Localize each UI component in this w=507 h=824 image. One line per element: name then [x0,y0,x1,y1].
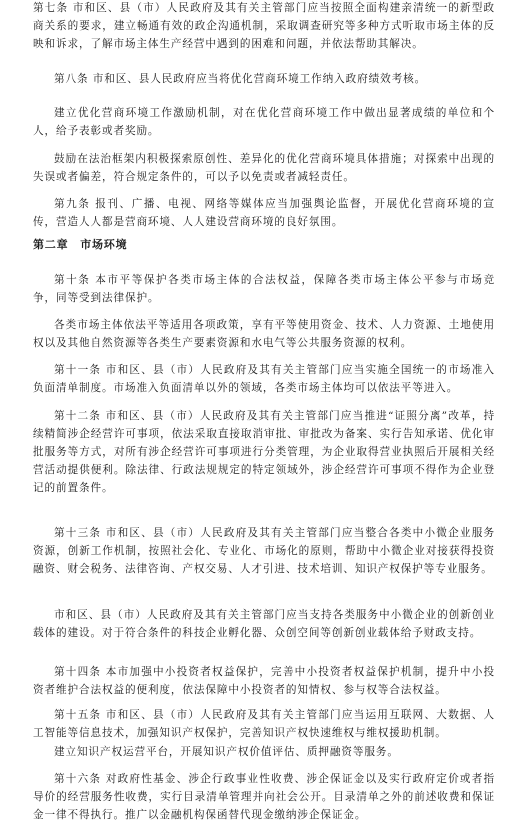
paragraph-article-10: 第十条 本市平等保护各类市场主体的合法权益，保障各类市场主体公平参与市场竞争，同等受到法律保护。 [33,274,495,304]
paragraph-article-13: 第十三条 市和区、县（市）人民政府及其有关主管部门应当整合各类中小微企业服务资源，创新工作机制，按照社会化、专业化、市场化的原则，帮助中小微企业对接获得投资融资、财会税务、法律咨询、产权交易、人才引进、技术培训、知识产权保护等专业服务。 [33,527,495,575]
paragraph-article-7: 第七条 市和区、县（市）人民政府及其有关主管部门应当按照全面构建亲清统一的新型政商关系的要求，建立畅通有效的政企沟通机制，采取调查研究等多种方式听取市场主体的反映和诉求，了解市场主体生产经营中遇到的困难和问题，并依法帮助其解决。 [33,2,495,50]
paragraph-article-16: 第十六条 对政府性基金、涉企行政事业性收费、涉企保证金以及实行政府定价或者指导价的经营服务性收费，实行目录清单管理并向社会公开。目录清单之外的前述收费和保证金一律不得执行。推广以金融机构保函替代现金缴纳涉企保证金。 [33,773,495,821]
paragraph-article-8-exploration: 鼓励在法治框架内积极探索原创性、差异化的优化营商环境具体措施；对探索中出现的失误或者偏差，符合规定条件的，可以予以免责或者减轻责任。 [33,153,495,183]
paragraph-article-8: 第八条 市和区、县人民政府应当将优化营商环境工作纳入政府绩效考核。 [54,73,427,85]
paragraph-article-12: 第十二条 市和区、县（市）人民政府及其有关主管部门应当推进“证照分离”改革，持续精简涉企经营许可事项，依法采取直接取消审批、审批改为备案、实行告知承诺、优化审批服务等方式，对所有涉企经营许可事项进行分类管理，为企业取得营业执照后开展相关经营活动提供便利。除法律、行政法规规定的特定领域外，涉企经营许可事项不得作为企业登记的前置条件。 [33,410,495,494]
paragraph-article-11: 第十一条 市和区、县（市）人民政府及其有关主管部门应当实施全国统一的市场准入负面清单制度。市场准入负面清单以外的领域，各类市场主体均可以依法平等进入。 [33,364,495,394]
paragraph-article-13-support: 市和区、县（市）人民政府及其有关主管部门应当支持各类服务中小微企业的创新创业载体的建设。对于符合条件的科技企业孵化器、众创空间等创新创业载体给予财政支持。 [33,609,495,639]
paragraph-article-10-policy: 各类市场主体依法平等适用各项政策，享有平等使用资金、技术、人力资源、土地使用权以及其他自然资源等各类生产要素资源和水电气等公共服务资源的权利。 [33,319,495,349]
paragraph-article-9: 第九条 报刊、广播、电视、网络等媒体应当加强舆论监督，开展优化营商环境的宣传，营造人人都是营商环境、人人建设营商环境的良好氛围。 [33,198,495,228]
paragraph-article-15-platform: 建立知识产权运营平台，开展知识产权价值评估、质押融资等服务。 [54,746,399,758]
paragraph-article-8-incentive: 建立优化营商环境工作激励机制，对在优化营商环境工作中做出显著成绩的单位和个人，给予表彰或者奖励。 [33,107,495,137]
paragraph-article-15: 第十五条 市和区、县（市）人民政府及其有关主管部门应当运用互联网、大数据、人工智能等信息技术，加强知识产权保护，完善知识产权快速维权与维权援助机制。 [33,709,495,739]
chapter-heading: 第二章 市场环境 [33,238,128,251]
paragraph-article-14: 第十四条 本市加强中小投资者权益保护，完善中小投资者权益保护机制，提升中小投资者维护合法权益的便利度，依法保障中小投资者的知情权、参与权等合法权益。 [33,666,495,696]
